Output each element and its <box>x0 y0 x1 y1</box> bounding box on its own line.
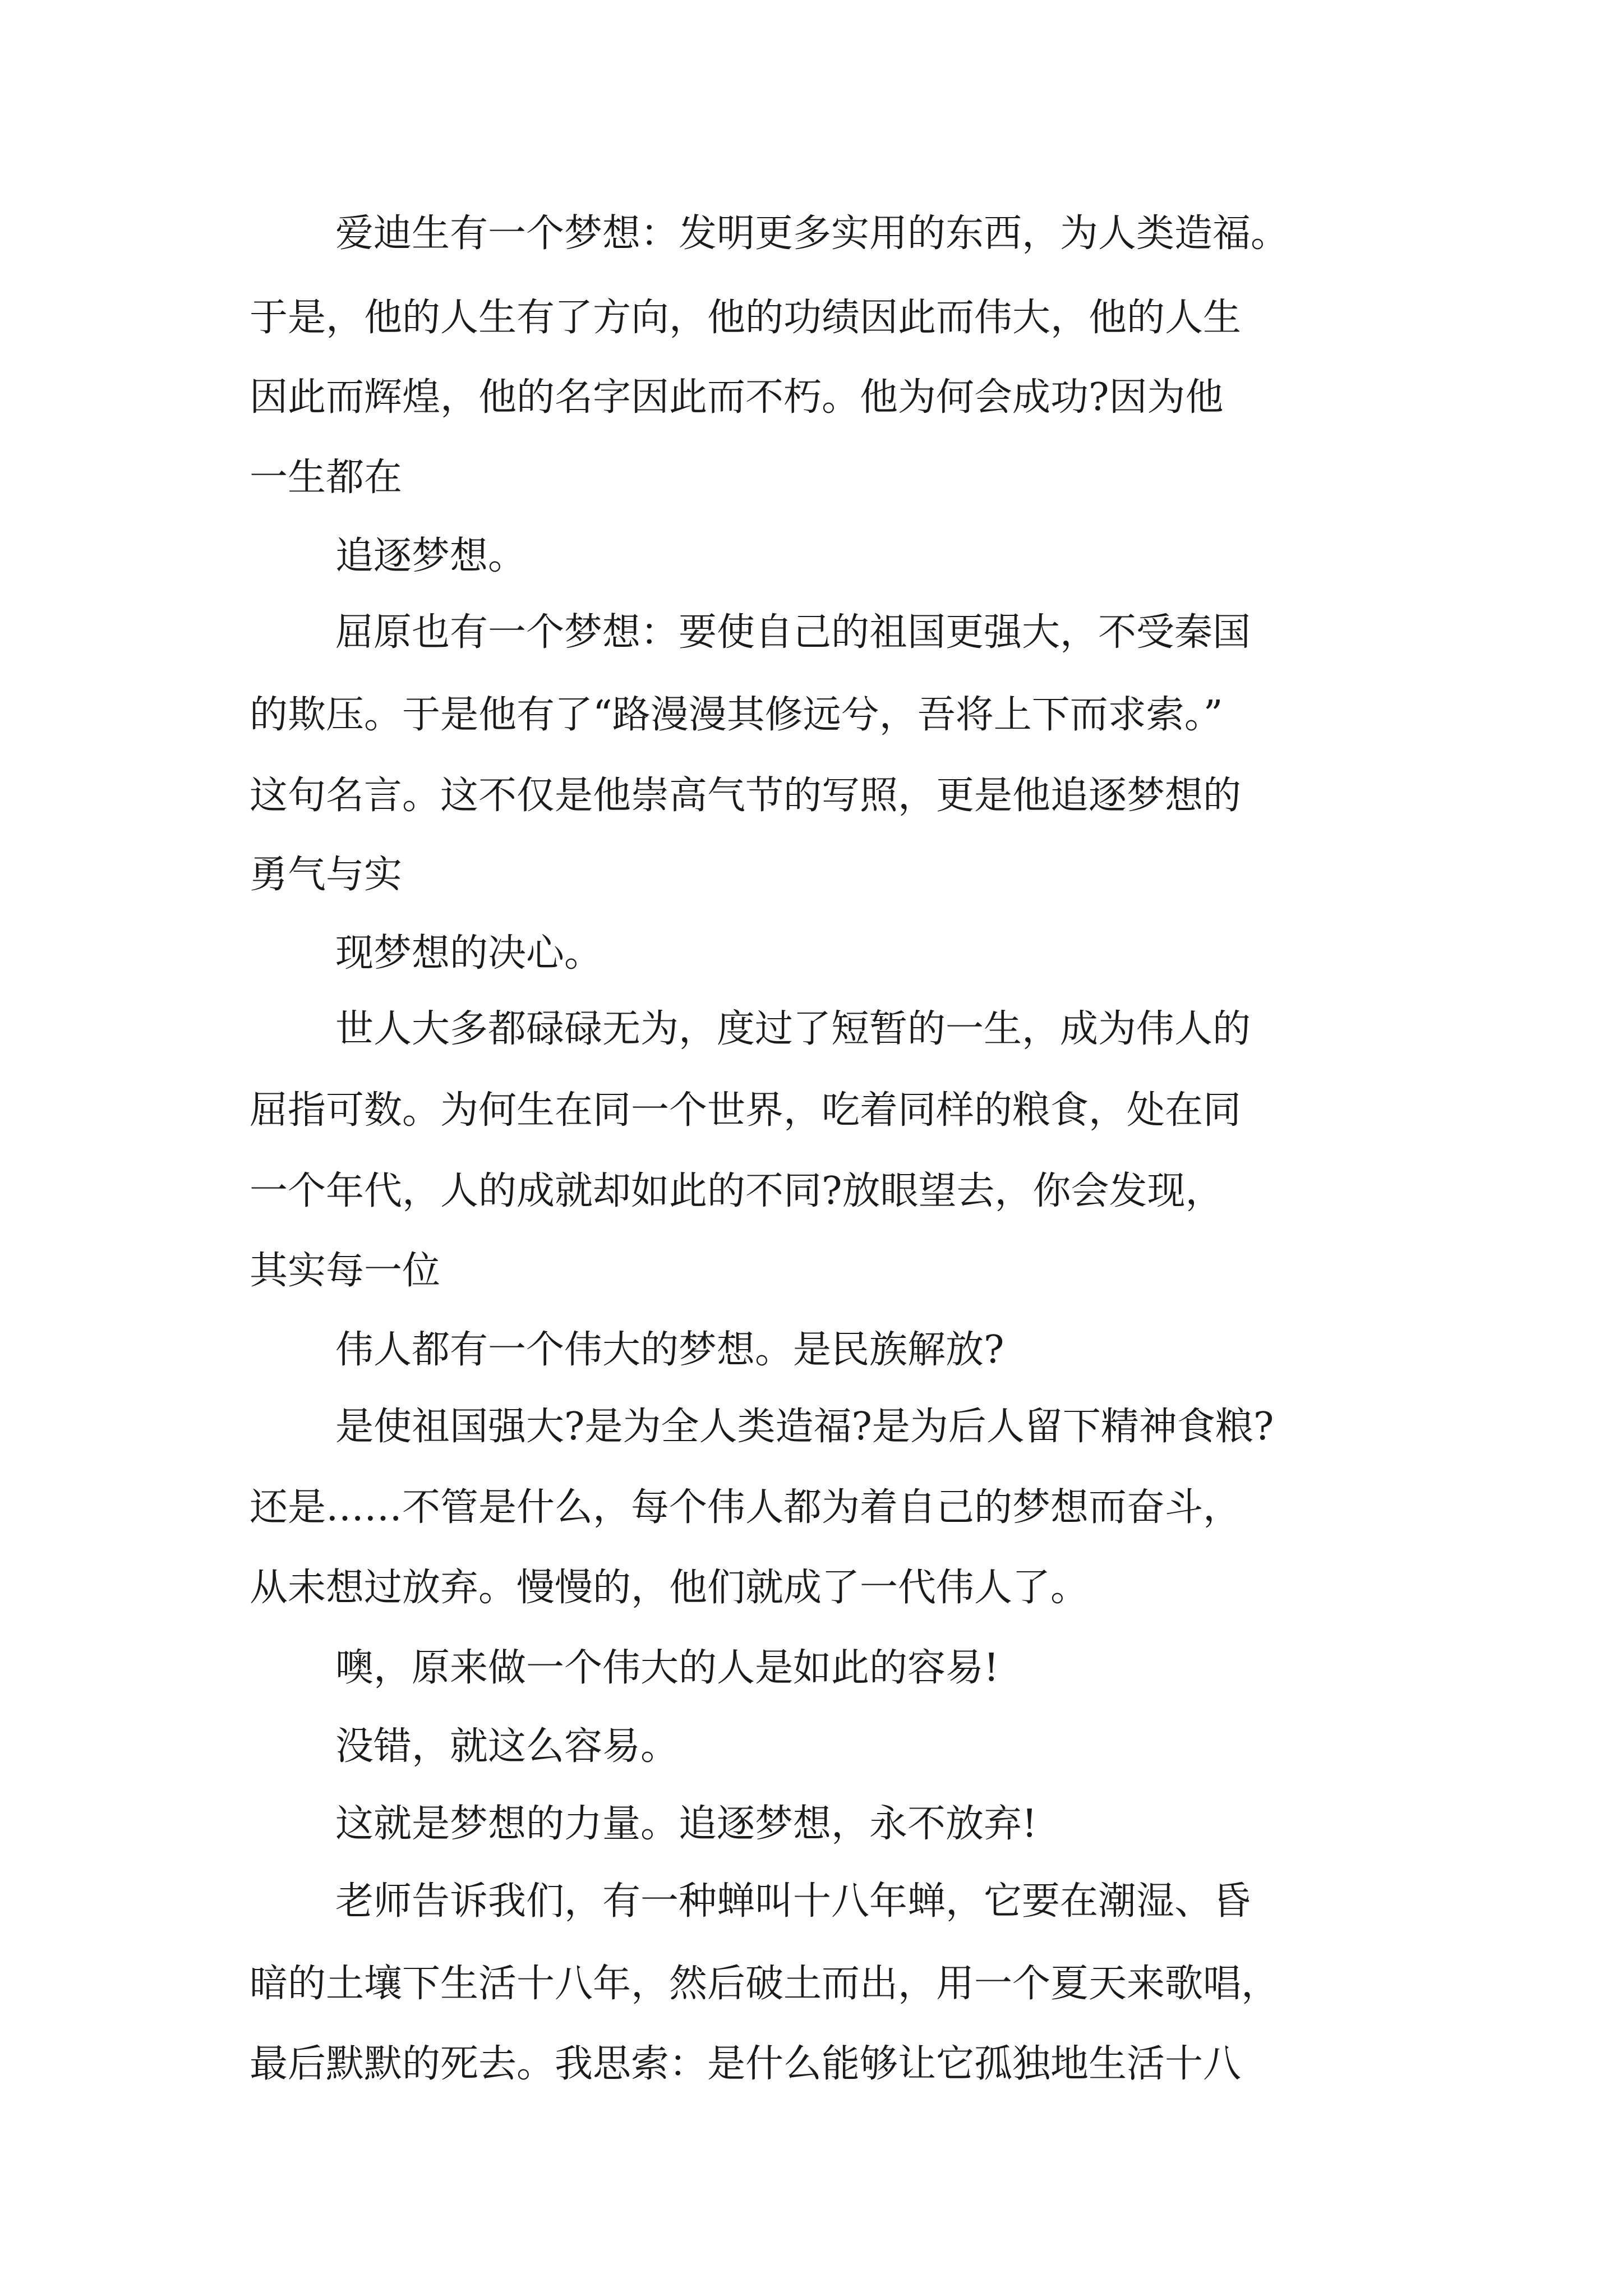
text-line: 从未想过放弃。慢慢的，他们就成了一代伟人了。 <box>250 1566 1089 1610</box>
text-line: 于是，他的人生有了方向，他的功绩因此而伟大，他的人生 <box>250 296 1242 340</box>
text-line: 屈指可数。为何生在同一个世界，吃着同样的粮食，处在同 <box>250 1088 1242 1133</box>
text-line: 追逐梦想。 <box>335 534 527 578</box>
text-line: 这就是梦想的力量。追逐梦想，永不放弃! <box>335 1802 1038 1846</box>
text-line: 的欺压。于是他有了“路漫漫其修远兮，吾将上下而求索。” <box>250 693 1223 737</box>
text-line: 世人大多都碌碌无为，度过了短暂的一生，成为伟人的 <box>335 1007 1251 1051</box>
text-line: 还是……不管是什么，每个伟人都为着自己的梦想而奋斗， <box>250 1485 1242 1530</box>
text-line: 勇气与实 <box>250 853 403 897</box>
text-line: 是使祖国强大?是为全人类造福?是为后人留下精神食粮? <box>335 1405 1274 1449</box>
text-line: 最后默默的死去。我思索：是什么能够让它孤独地生活十八 <box>250 2042 1242 2086</box>
text-line: 老师告诉我们，有一种蝉叫十八年蝉，它要在潮湿、昏 <box>335 1879 1251 1924</box>
text-line: 暗的土壤下生活十八年，然后破土而出，用一个夏天来歌唱， <box>250 1962 1280 2006</box>
text-line: 噢，原来做一个伟大的人是如此的容易! <box>335 1646 999 1690</box>
text-line: 因此而辉煌，他的名字因此而不朽。他为何会成功?因为他 <box>250 375 1224 420</box>
text-line: 这句名言。这不仅是他崇高气节的写照，更是他追逐梦想的 <box>250 774 1242 818</box>
text-line: 屈原也有一个梦想：要使自己的祖国更强大，不受秦国 <box>335 610 1251 655</box>
text-line: 其实每一位 <box>250 1249 441 1293</box>
text-line: 现梦想的决心。 <box>335 931 603 976</box>
text-line: 没错，就这么容易。 <box>335 1724 679 1769</box>
text-line: 一个年代，人的成就却如此的不同?放眼望去，你会发现， <box>250 1169 1224 1213</box>
text-line: 爱迪生有一个梦想：发明更多实用的东西，为人类造福。 <box>335 211 1289 256</box>
text-line: 一生都在 <box>250 455 403 500</box>
text-line: 伟人都有一个伟大的梦想。是民族解放? <box>335 1328 1004 1372</box>
